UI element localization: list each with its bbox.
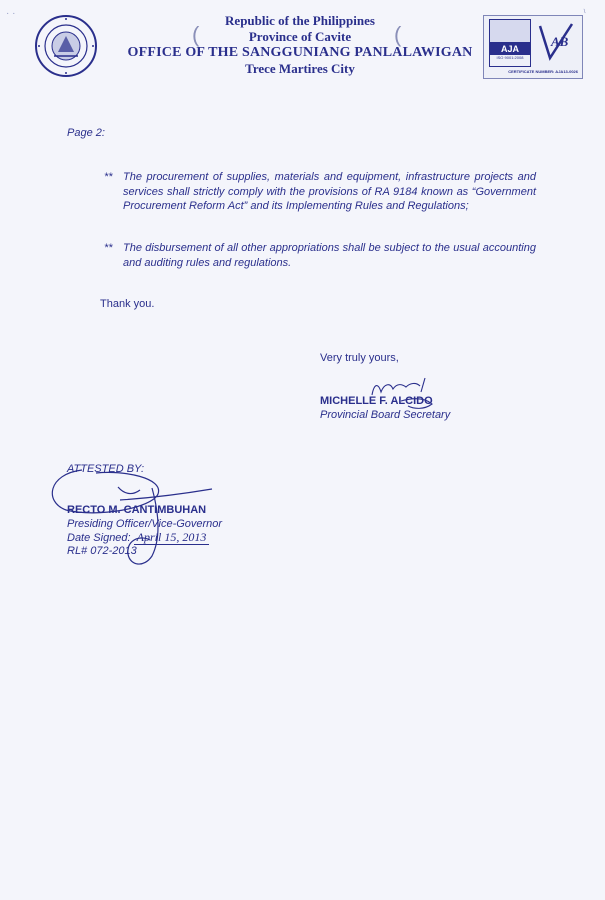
corner-handwriting: ~ bbox=[579, 6, 591, 16]
bullet-text: The disbursement of all other appropriations shall be subject to the usual accounting and auditing rules and regulations. bbox=[123, 242, 536, 269]
hole-punch-mark-right: ( bbox=[394, 22, 402, 47]
header-province: Province of Cavite bbox=[248, 29, 352, 44]
attested-label: ATTESTED BY: bbox=[67, 463, 145, 475]
closing-line: Very truly yours, bbox=[320, 352, 399, 364]
bullet-procurement bbox=[104, 170, 536, 214]
bullet-marker: ** bbox=[104, 242, 113, 254]
thanks-line: Thank you. bbox=[100, 298, 155, 310]
header-republic: Republic of the Philippines bbox=[225, 13, 375, 28]
letterhead bbox=[120, 13, 480, 77]
certification-logos bbox=[483, 15, 583, 79]
attester-name: RECTO M. CANTIMBUHAN bbox=[67, 504, 207, 516]
bullet-text: The procurement of supplies, materials and equipment, infrastructure projects and services shall strictly comply with the provisions of RA 9184 known as “Government Procurement Reform Act” and its Implementing Rules and Regulations; bbox=[123, 171, 536, 212]
bullet-disbursement bbox=[104, 241, 536, 270]
date-signed-value: April 15, 2013 bbox=[134, 530, 210, 545]
aja-logo-icon: AJA ISO 9001:2008 bbox=[489, 19, 531, 67]
attester-details bbox=[67, 518, 222, 558]
signatory-name: MICHELLE F. ALCIDO bbox=[320, 395, 433, 407]
rl-number: RL# 072-2013 bbox=[67, 545, 137, 557]
page-label: Page 2: bbox=[67, 127, 105, 139]
header-office: OFFICE OF THE SANGGUNIANG PANLALAWIGAN bbox=[127, 45, 473, 60]
certificate-number: CERTIFICATE NUMBER: AJA13-0026 bbox=[508, 69, 578, 74]
header-city: Trece Martires City bbox=[245, 61, 355, 76]
jab-logo-icon bbox=[536, 20, 578, 64]
margin-marks: · · bbox=[6, 8, 16, 19]
hole-punch-mark-left: ( bbox=[192, 22, 200, 47]
provincial-seal-icon bbox=[34, 14, 98, 78]
signatory-title: Provincial Board Secretary bbox=[320, 409, 451, 421]
date-signed-row bbox=[67, 531, 222, 545]
svg-text:AB: AB bbox=[551, 34, 569, 49]
attester-title: Presiding Officer/Vice-Governor bbox=[67, 518, 223, 530]
bullet-marker: ** bbox=[104, 171, 113, 183]
date-signed-label: Date Signed: bbox=[67, 532, 131, 544]
